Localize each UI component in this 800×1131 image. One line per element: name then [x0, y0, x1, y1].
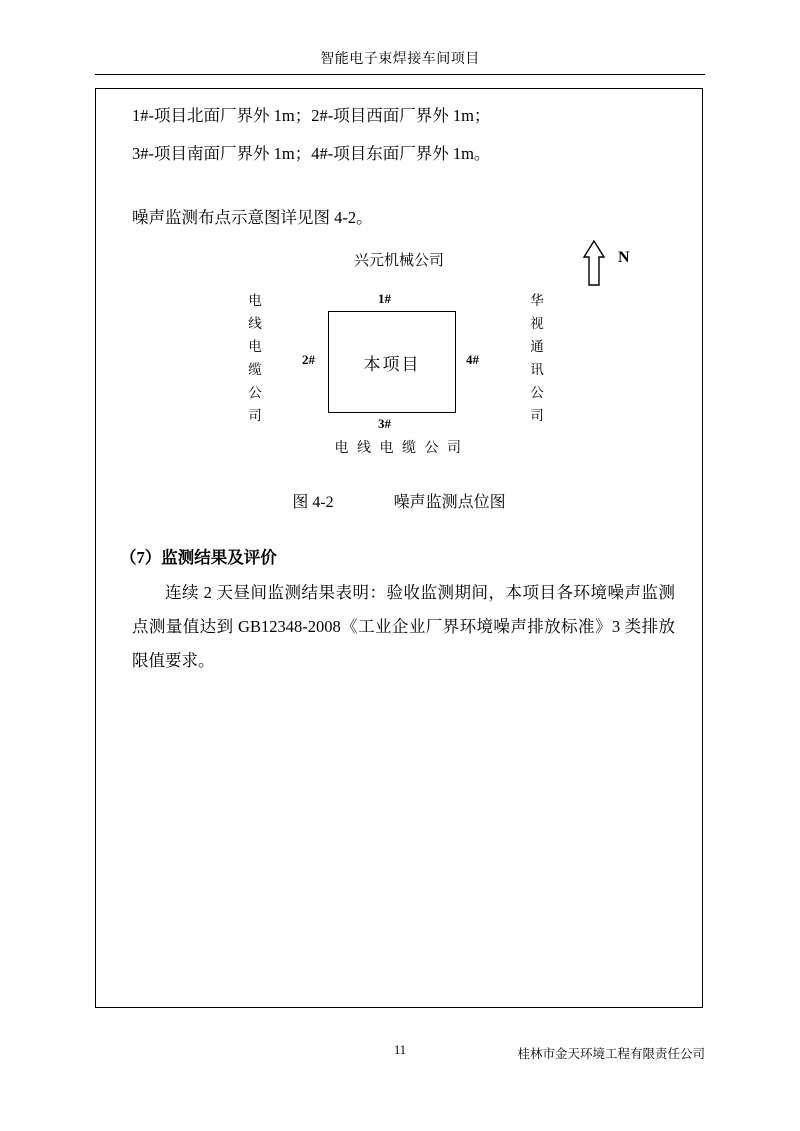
- diagram-top-company-label: 兴元机械公司: [353, 253, 444, 269]
- diagram-left-company-label: 电线电缆公司: [248, 293, 262, 423]
- diagram-bottom-company-label: 电 线 电 缆 公 司: [334, 441, 464, 456]
- monitoring-point-4: 4#: [466, 352, 479, 367]
- noise-monitoring-diagram: [106, 239, 692, 539]
- figure-caption: [106, 489, 692, 512]
- header-divider: [95, 74, 705, 75]
- figure-title: 噪声监测点位图: [393, 494, 506, 511]
- section-paragraph: 连续 2 天昼间监测结果表明：验收监测期间，本项目各环境噪声监测点测量值达到 GB12348-2008《工业企业厂界环境噪声排放标准》3 类排放限值要求。: [132, 583, 675, 670]
- north-label: N: [618, 249, 630, 266]
- body-line-2: 3#-项目南面厂界外 1m；4#-项目东面厂界外 1m。: [132, 144, 491, 163]
- project-site-label: 本项目: [363, 354, 421, 374]
- project-site-box: [328, 311, 456, 413]
- footer-page-number: 11: [393, 1043, 407, 1057]
- section-heading: （7）监测结果及评价: [120, 548, 277, 567]
- monitoring-point-2: 2#: [302, 352, 315, 367]
- content-frame: [95, 88, 703, 1008]
- monitoring-point-3: 3#: [378, 416, 391, 431]
- north-arrow-icon: [580, 239, 610, 287]
- north-arrow-group: [580, 239, 650, 287]
- body-line-3: 噪声监测布点示意图详见图 4-2。: [132, 208, 373, 227]
- footer-company-name: 桂林市金天环境工程有限责任公司: [517, 1047, 705, 1061]
- page-header-title: 智能电子束焊接车间项目: [320, 52, 480, 67]
- monitoring-point-1: 1#: [378, 291, 391, 306]
- diagram-right-company-label: 华视通讯公司: [530, 293, 544, 423]
- body-line-1: 1#-项目北面厂界外 1m；2#-项目西面厂界外 1m；: [132, 106, 491, 125]
- figure-number: 图 4-2: [292, 494, 334, 511]
